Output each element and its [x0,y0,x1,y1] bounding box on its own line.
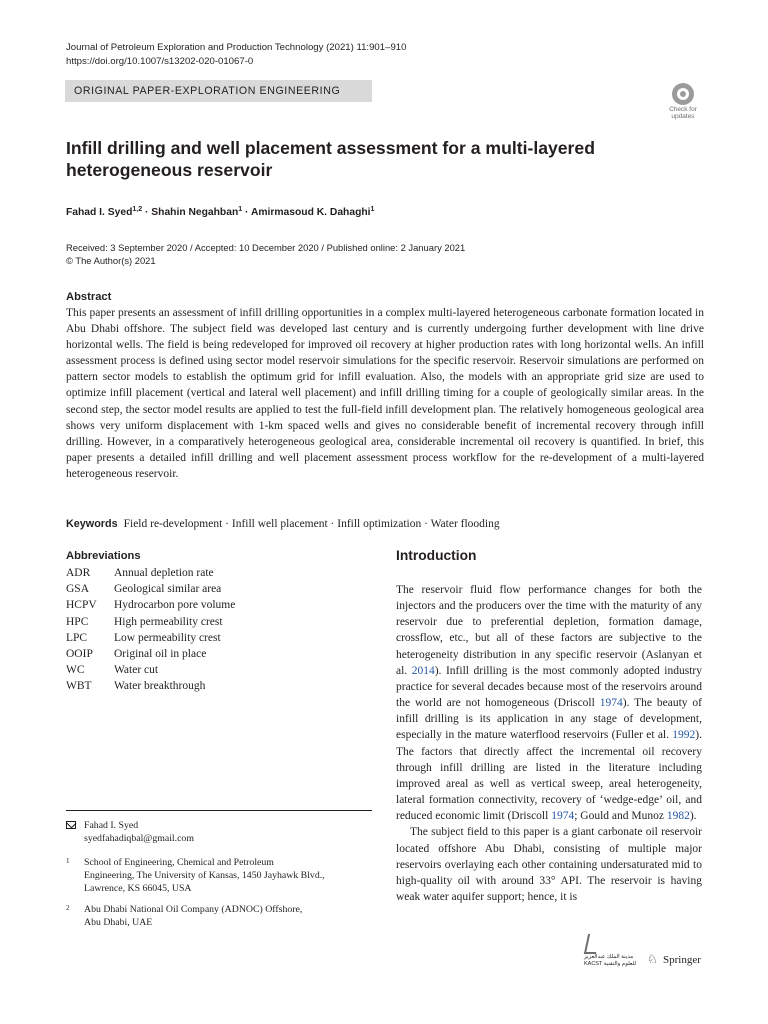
citation-link[interactable]: 1992 [672,729,696,742]
check-for-updates-badge[interactable] [664,83,702,123]
journal-header [66,41,406,69]
article-category-bar: ORIGINAL PAPER-EXPLORATION ENGINEERING [65,80,372,102]
keywords-label: Keywords [66,518,118,530]
abbreviation-row: LPC Low permeability crest [66,631,221,644]
corresponding-author [84,819,194,845]
article-title: Infill drilling and well placement assessment for a multi-layered heterogeneous reservoir [66,138,595,180]
envelope-icon [66,821,76,829]
introduction-heading: Introduction [396,548,477,563]
keywords-list: Field re-development · Infill well placement · Infill optimization · Water flooding [123,518,500,530]
kacst-logo-text: مدينة الملك عبدالعزيز KACST للعلوم والتقنية [584,954,637,967]
check-updates-text: Check for updates [669,106,697,120]
author-affiliation-mark: 1,2 [132,206,143,213]
abstract-heading: Abstract [66,291,112,303]
abbreviations-heading: Abbreviations [66,550,141,562]
abbreviation-row: WC Water cut [66,664,159,677]
copyright-notice: © The Author(s) 2021 [66,255,156,266]
affiliation-1: School of Engineering, Chemical and Petroleum Engineering, The University of Kansas, 1450 Jayhawk Blvd., Lawrence, KS 66045, USA [84,857,325,894]
citation-link[interactable]: 2014 [411,664,435,677]
affiliation-number: 1 [66,857,70,865]
author-list [66,203,374,220]
kacst-logo-icon [584,934,598,956]
corresponding-author-email[interactable]: syedfahadiqbal@gmail.com [84,833,194,844]
affiliation-number: 2 [66,904,70,912]
introduction-paragraph: The reservoir fluid flow performance changes for both the injectors and the producers over the time with the maturity of any reservoir due to preferential depletion, formation damage, crossflow, etc., but all of these factors are subjective to the heterogeneity distribution in any specific reservoir (Aslanyan et al. 2014). Infill drilling is the most commonly adopted industry practice for several decades because most of the reservoirs around the world are not homogeneous (Driscoll 1974). The beauty of infill drilling is its application in any stage of development, especially in the mature waterflood reservoirs (Fuller et al. 1992). The factors that directly affect the incremental oil recovery through infill drilling are listed in the literature including improved areal as well as vertical sweep, areal heterogeneity, lateral formation connectivity, recovery of ‘wedge-edge’ oil, and reduced economic limit (Driscoll 1974; Gould and Munoz 1982). [396,584,702,823]
author-name[interactable]: Amirmasoud K. Dahaghi [250,207,371,218]
corresponding-author-name: Fahad I. Syed [84,820,139,831]
author-name[interactable]: Shahin Negahban [151,207,239,218]
springer-logo-text: Springer [663,954,701,966]
abstract-text: This paper presents an assessment of infill drilling opportunities in a complex multi-layered heterogeneous carbonate formation located in Abu Dhabi offshore. The subject field was developed last century and is currently undergoing further development with line drive horizontal wells. The field is being redeveloped for improved oil recovery at higher production rates with long horizontal wells. An infill assessment process is defined using sector model reservoir simulations for the specific reservoir. Reservoir simulations are performed on pattern sector models to establish the optimum grid for infill evaluation. Also, the models with an appropriate grid size are used to optimize infill placement (vertical and lateral well placement) and infill drilling timing for a couple of geologically similar areas. In the second step, the sector model results are applied to test the full-field infill development plan. The relatively homogeneous geological area shows very uniform displacement with 1-km spaced wells and gives no considerable benefit of incremental recovery through infill drilling. However, in a comparatively heterogeneous geological area, considerable incremental oil recovery is quantified. In brief, this paper presents a detailed infill drilling and well placement assessment process workflow for the re-development of a multi-layered heterogeneous reservoir. [66,307,704,480]
footnote-divider [66,810,372,811]
citation-link[interactable]: 1974 [551,810,575,823]
check-updates-icon [672,83,694,105]
introduction-paragraph: The subject field to this paper is a giant carbonate oil reservoir located offshore Abu Dhabi, consisting of multiple major reservoirs overlaying each other containing undersaturated mid to high-quality oil with around 33° API. The reservoir is having weak water aquifer support; hence, it is [396,826,702,903]
abbreviation-row: ADR Annual depletion rate [66,567,214,579]
citation-link[interactable]: 1974 [599,697,623,710]
abbreviation-row: HPC High permeability crest [66,615,223,628]
article-dates [66,241,465,267]
publication-history: Received: 3 September 2020 / Accepted: 10 December 2020 / Published online: 2 January 2021 [66,242,466,253]
springer-horse-icon: ♘ [647,952,658,966]
abbreviation-row: WBT Water breakthrough [66,680,206,693]
author-separator: · [142,207,152,218]
affiliation-2: Abu Dhabi National Oil Company (ADNOC) Offshore, Abu Dhabi, UAE [84,904,303,928]
author-name[interactable]: Fahad I. Syed [66,207,133,218]
publisher-logos [584,934,704,970]
abbreviation-row: OOIP Original oil in place [66,648,207,661]
author-separator: · [242,207,251,218]
doi-link[interactable]: https://doi.org/10.1007/s13202-020-01067-0 [66,56,254,67]
journal-citation: Journal of Petroleum Exploration and Production Technology (2021) 11:901–910 [66,42,407,53]
abbreviation-row: GSA Geological similar area [66,583,222,596]
author-affiliation-mark: 1 [370,206,375,213]
abbreviation-row: HCPV Hydrocarbon pore volume [66,599,236,612]
citation-link[interactable]: 1982 [666,810,690,823]
abbreviations-list [66,565,366,695]
author-affiliation-mark: 1 [238,206,243,213]
keywords [66,517,706,532]
introduction-text [396,582,702,905]
